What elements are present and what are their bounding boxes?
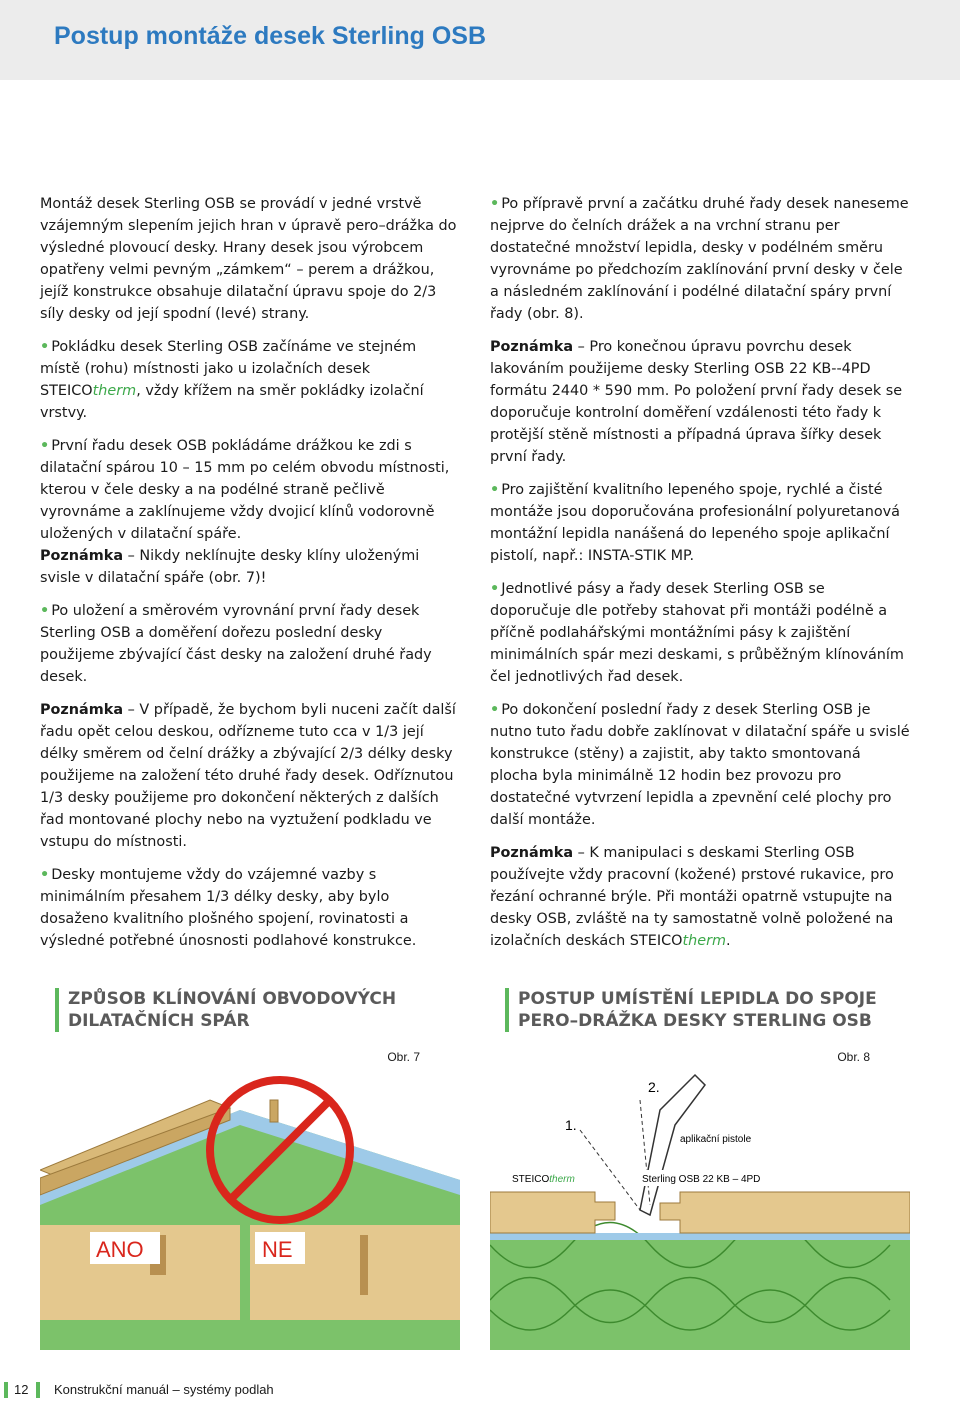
right-column xyxy=(490,193,910,963)
page-number: 12 xyxy=(14,1382,29,1397)
figure-8-illustration xyxy=(490,1070,910,1350)
footer-title: Konstrukční manuál – systémy podlah xyxy=(54,1382,274,1397)
section-heading-glue: POSTUP UMÍSTĚNÍ LEPIDLA DO SPOJE PERO–DRÁŽKA DESKY STERLING OSB xyxy=(505,988,918,1032)
left-paragraph-bond: • Desky montujeme vždy do vzájemné vazby s minimálním přesahem 1/3 délky desky, aby bylo dosaženo kvalitního plošného spojení, rovinatosti a výsledné potřebné únosnosti podlahové konstrukce. xyxy=(40,867,417,949)
no-label: NE xyxy=(262,1237,293,1262)
bullet-icon: • xyxy=(40,867,50,883)
wedge-yes xyxy=(270,1100,278,1122)
board-label: Sterling OSB 22 KB – 4PD xyxy=(642,1174,761,1185)
right-paragraph-note: Poznámka – Pro konečnou úpravu povrchu desek lakováním použijeme desky Sterling OSB 22 KB--4PD formátu 2440 * 590 mm. Po položení první řady desek se doporučuje kontrolní doměření vzdálenosti této řady k protější stěně místnosti a případná úprava šířky desek první řady. xyxy=(490,339,903,465)
note-label: Poznámka xyxy=(490,845,574,861)
left-paragraph-intro: Montáž desek Sterling OSB se provádí v jedné vrstvě vzájemným slepením jejich hran v úpravě pero–drážka do výsledné plovoucí desky. Hrany desek jsou výrobcem opatřeny velmi pevným „zámkem“ – perem a drážkou, jejíž konstrukce obsahuje dilatační úpravu spoje do 2/3 síly desky od její spodní (levé) strany. xyxy=(40,196,457,322)
figure-7-label: Obr. 7 xyxy=(387,1050,420,1064)
step-1-label: 1. xyxy=(565,1117,577,1133)
wedge-vertical xyxy=(360,1235,368,1295)
bullet-icon: • xyxy=(40,339,50,355)
left-paragraph-second-row: • Po uložení a směrovém vyrovnání první řady desek Sterling OSB a doměření dořezu poslední desky použijeme zbývající část desky na založení druhé řady desek. xyxy=(40,603,432,685)
step-2-label: 2. xyxy=(648,1079,660,1095)
note-label: Poznámka xyxy=(40,548,124,564)
right-paragraph-glue: • Po přípravě první a začátku druhé řady desek naneseme nejprve do čelních drážek a na vrchní stranu per dostatečné množství lepidla, desky v podélném směru vyrovnáme po předchozím zaklínování první desky v čele a následném zaklínování i podélné dilatační spáry první řady (obr. 8). xyxy=(490,196,909,322)
section-heading-wedging: ZPŮSOB KLÍNOVÁNÍ OBVODOVÝCH DILATAČNÍCH SPÁR xyxy=(55,988,468,1032)
left-column xyxy=(40,193,460,963)
insulation-layer xyxy=(490,1240,910,1350)
right-paragraph-adhesive: • Pro zajištění kvalitního lepeného spoje, rychlé a čisté montáže jsou doporučována profesionální polyuretanová montážní lepidla nanášená do lepeného spoje aplikační pistolí, např.: INSTA-STIK MP. xyxy=(490,482,900,564)
bullet-icon: • xyxy=(490,702,500,718)
note-label: Poznámka xyxy=(40,702,124,718)
page-title: Postup montáže desek Sterling OSB xyxy=(54,22,487,50)
right-paragraph-safety: Poznámka – K manipulaci s deskami Sterling OSB používejte vždy pracovní (kožené) prstové rukavice, pro řezání ochranné brýle. Při montáži opatrně vstupujte na desky OSB, zvláště na ty samostatně volně položené na izolačních deskách STEICOtherm. xyxy=(490,845,894,949)
note-label: Poznámka xyxy=(490,339,574,355)
bullet-icon: • xyxy=(490,482,500,498)
steico-label: STEICOtherm xyxy=(512,1174,575,1185)
brand-therm: therm xyxy=(92,383,137,399)
bullet-icon: • xyxy=(40,603,50,619)
figure-8-label: Obr. 8 xyxy=(837,1050,870,1064)
figure-7-illustration xyxy=(40,1070,460,1350)
right-paragraph-last-row: • Po dokončení poslední řady z desek Sterling OSB je nutno tuto řadu dobře zaklínovat v dilatační spáře u svislé konstrukce (stěny) a zajistit, aby takto smontovaná plocha byla minimálně 12 hodin bez provozu pro dostatečné vytvrzení lepidla a zpevnění celé plochy pro další montáže. xyxy=(490,702,910,828)
bullet-icon: • xyxy=(40,438,50,454)
footer-bar-left xyxy=(4,1382,8,1398)
left-paragraph-laying: • Pokládku desek Sterling OSB začínáme ve stejném místě (rohu) místnosti jako u izolačních desek STEICOtherm, vždy křížem na směr pokládky izolační vrstvy. xyxy=(40,339,424,421)
foil-layer xyxy=(490,1233,910,1240)
board-right xyxy=(660,1192,910,1233)
gun-label: aplikační pistole xyxy=(680,1134,752,1145)
bullet-icon: • xyxy=(490,581,500,597)
left-paragraph-note: Poznámka – V případě, že bychom byli nuceni začít další řadu opět celou deskou, odřízneme tuto cca v 1/3 její délky směrem od čelní drážky a zbývající 2/3 délky desky použijeme na založení této druhé řady desek. Odříznutou 1/3 desky použijeme pro dokončení některých z dalších řad montované plochy nebo na vyztužení podkladu ve vstupu do místnosti. xyxy=(40,702,456,850)
board-left xyxy=(490,1192,615,1233)
footer-bar-right xyxy=(36,1382,40,1398)
left-paragraph-first-row: • První řadu desek OSB pokládáme drážkou ke zdi s dilatační spárou 10 – 15 mm po celém obvodu místnosti, kterou v čele desky a na podélné straně pečlivě vyrovnáme a zaklínujeme vždy dvojicí klínů vodorovně uložených v dilatační spáře. Poznámka – Nikdy neklínujte desky klíny uloženými svisle v dilatační spáře (obr. 7)! xyxy=(40,438,450,586)
yes-label: ANO xyxy=(96,1237,144,1262)
figure-7 xyxy=(40,1050,460,1350)
figure-8 xyxy=(490,1050,910,1350)
right-paragraph-straps: • Jednotlivé pásy a řady desek Sterling OSB se doporučuje dle potřeby stahovat při montáži podélně a příčně podlahářskými montážními pásy k zajištění minimálních spár mezi deskami, s průběžným klínováním čel jednotlivých řad desek. xyxy=(490,581,904,685)
brand-therm: therm xyxy=(682,933,727,949)
bullet-icon: • xyxy=(490,196,500,212)
footer xyxy=(0,1376,960,1402)
